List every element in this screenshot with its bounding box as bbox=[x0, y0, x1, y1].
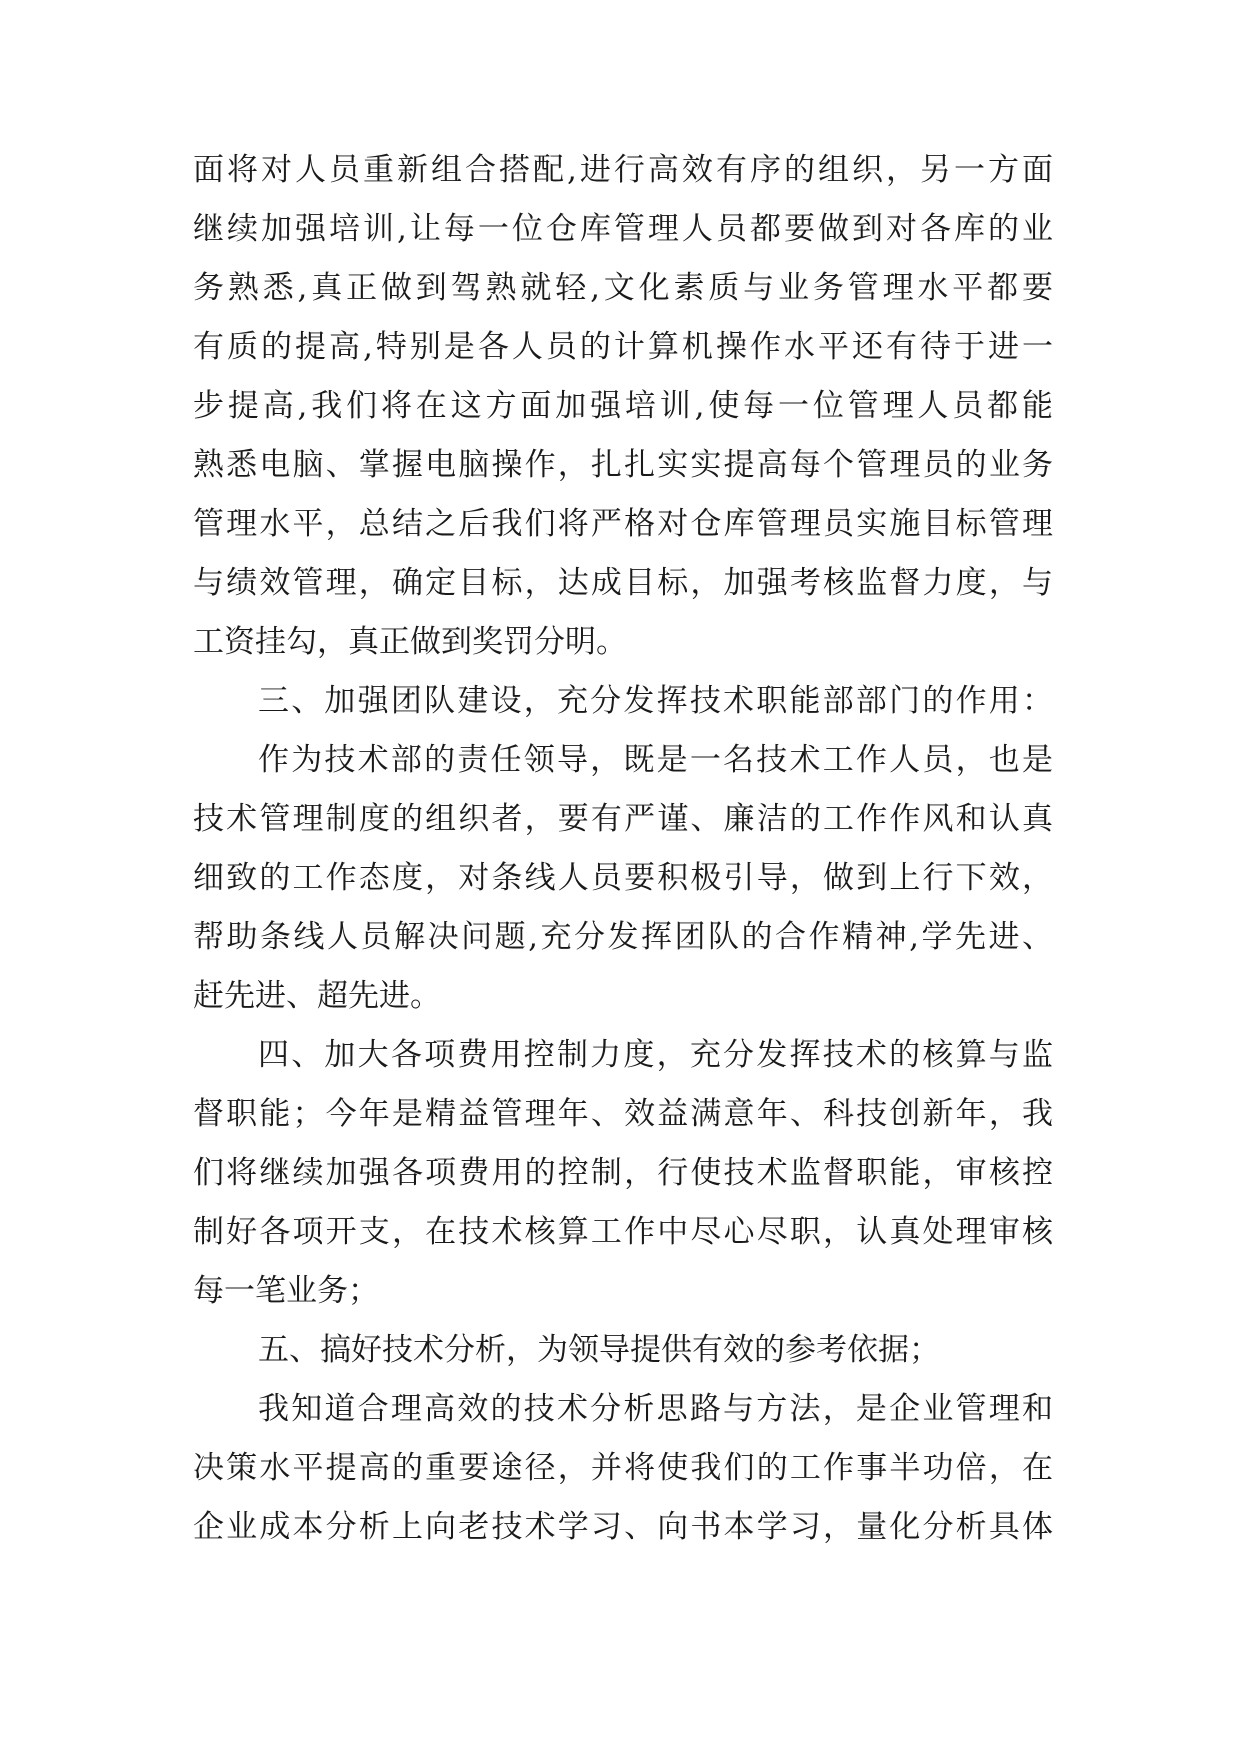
text-line: 决策水平提高的重要途径，并将使我们的工作事半功倍，在 bbox=[193, 1450, 1053, 1486]
text-line: 作为技术部的责任领导，既是一名技术工作人员，也是 bbox=[258, 742, 1053, 778]
text-line: 有质的提高,特别是各人员的计算机操作水平还有待于进一 bbox=[193, 329, 1053, 365]
text-line: 与绩效管理，确定目标，达成目标，加强考核监督力度，与 bbox=[193, 565, 1053, 601]
text-line: 帮助条线人员解决问题,充分发挥团队的合作精神,学先进、 bbox=[193, 919, 1053, 955]
text-line: 继续加强培训,让每一位仓库管理人员都要做到对各库的业 bbox=[193, 211, 1053, 247]
text-line: 我知道合理高效的技术分析思路与方法，是企业管理和 bbox=[258, 1391, 1053, 1427]
text-line: 细致的工作态度，对条线人员要积极引导，做到上行下效， bbox=[193, 860, 1053, 896]
section-heading: 五、搞好技术分析，为领导提供有效的参考依据； bbox=[258, 1332, 940, 1368]
text-line: 企业成本分析上向老技术学习、向书本学习，量化分析具体 bbox=[193, 1509, 1053, 1545]
text-line: 们将继续加强各项费用的控制，行使技术监督职能，审核控 bbox=[193, 1155, 1053, 1191]
text-line: 督职能；今年是精益管理年、效益满意年、科技创新年，我 bbox=[193, 1096, 1053, 1132]
text-line: 务熟悉,真正做到驾熟就轻,文化素质与业务管理水平都要 bbox=[193, 270, 1053, 306]
text-line: 熟悉电脑、掌握电脑操作，扎扎实实提高每个管理员的业务 bbox=[193, 447, 1053, 483]
text-line: 制好各项开支，在技术核算工作中尽心尽职，认真处理审核 bbox=[193, 1214, 1053, 1250]
text-line: 步提高,我们将在这方面加强培训,使每一位管理人员都能 bbox=[193, 388, 1053, 424]
text-line: 技术管理制度的组织者，要有严谨、廉洁的工作作风和认真 bbox=[193, 801, 1053, 837]
section-heading: 四、加大各项费用控制力度，充分发挥技术的核算与监 bbox=[258, 1037, 1053, 1073]
text-line: 管理水平，总结之后我们将严格对仓库管理员实施目标管理 bbox=[193, 506, 1053, 542]
text-line: 工资挂勾，真正做到奖罚分明。 bbox=[193, 624, 627, 660]
text-line: 赶先进、超先进。 bbox=[193, 978, 441, 1014]
text-line: 面将对人员重新组合搭配,进行高效有序的组织，另一方面 bbox=[193, 152, 1053, 188]
section-heading: 三、加强团队建设，充分发挥技术职能部部门的作用： bbox=[258, 683, 1053, 719]
text-line: 每一笔业务； bbox=[193, 1273, 379, 1309]
